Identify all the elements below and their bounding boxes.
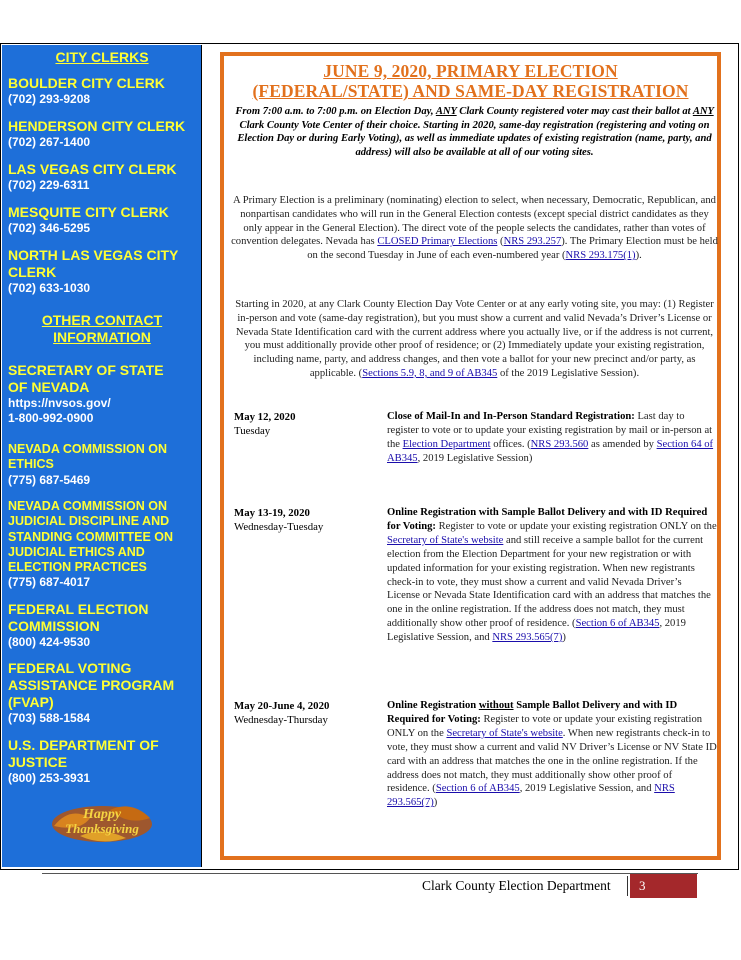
row-heading: Close of Mail-In and In-Person Standard Registration: <box>387 411 635 422</box>
clerk-name: MESQUITE CITY CLERK <box>8 204 169 220</box>
text: Register to vote or update your existing registration ONLY on the <box>435 520 717 532</box>
nrs-293-565-link[interactable]: NRS 293.565(7) <box>387 783 675 809</box>
contact-fvap <box>4 660 200 726</box>
deadline-description-1 <box>387 410 717 466</box>
clerk-phone: (702) 346-5295 <box>8 221 91 235</box>
contact-phone: (800) 253-3931 <box>8 771 91 785</box>
election-department-link[interactable]: Election Department <box>402 438 491 450</box>
clerk-mesquite <box>4 204 200 236</box>
primary-election-panel <box>220 52 721 860</box>
nrs-293-565-link[interactable]: NRS 293.565(7) <box>492 632 563 644</box>
contact-phone: (703) 588-1584 <box>8 711 91 725</box>
row-heading: Online Registration <box>387 700 479 711</box>
clerk-name: HENDERSON CITY CLERK <box>8 118 186 134</box>
title-line2: (FEDERAL/STATE) AND SAME-DAY REGISTRATION <box>252 81 689 101</box>
text: ) <box>433 797 438 809</box>
contact-phone: 1-800-992-0900 <box>8 411 94 425</box>
clerk-phone: (702) 633-1030 <box>8 281 91 295</box>
contact-name: ELECTION PRACTICES <box>8 560 147 575</box>
title-line1: JUNE 9, 2020, PRIMARY ELECTION <box>323 61 618 81</box>
clerk-phone: (702) 293-9208 <box>8 92 91 106</box>
date: May 20-June 4, 2020 <box>234 700 330 712</box>
row-heading: Sample Ballot Delivery and with ID Required for Voting: <box>387 700 678 725</box>
section-6-ab345-link[interactable]: Section 6 of AB345 <box>575 618 660 630</box>
same-day-registration-paragraph <box>230 298 719 381</box>
deadline-date-1 <box>234 410 374 438</box>
text: Last day to register to vote or to update your existing registration by mail or in-person at the <box>387 411 713 450</box>
contact-name: FEDERAL VOTING <box>8 660 132 676</box>
row-heading-emphasis: without <box>478 700 514 711</box>
contact-name: OF NEVADA <box>8 379 90 395</box>
text: ) <box>562 632 566 644</box>
contact-name: NEVADA COMMISSION ON <box>8 442 168 456</box>
contact-ethics <box>4 442 200 488</box>
ab345-sections-link[interactable]: Sections 5.9, 8, and 9 of AB345 <box>362 367 498 379</box>
clerk-phone: (702) 267-1400 <box>8 135 91 149</box>
footer-department: Clark County Election Department <box>422 878 611 893</box>
clerk-phone: (702) 229-6311 <box>8 178 90 192</box>
secretary-of-state-link[interactable]: Secretary of State's website <box>387 534 504 546</box>
contact-phone: (775) 687-4017 <box>8 575 91 590</box>
contact-name: U.S. DEPARTMENT OF <box>8 737 159 753</box>
contact-name: JUDICIAL ETHICS AND <box>8 544 145 559</box>
section-6-ab345-link[interactable]: Section 6 of AB345 <box>435 783 520 795</box>
contact-name: JUDICIAL DISCIPLINE AND <box>8 514 170 529</box>
deadline-date-2 <box>234 506 374 534</box>
contact-name: SECRETARY OF STATE <box>8 362 164 378</box>
text: and still receive a sample ballot for the current election from the Election Department for your new registration or with updated information for your existing registration. When new registrants check-in to vote, they must show a current and valid Nevada Driver’s License or Nevada State Identification card with an address that matches the one in the online registration. If the address does not match, they must additionally show other proof of residence. ( <box>387 534 711 630</box>
intro-paragraph <box>232 105 717 159</box>
contact-name: (FVAP) <box>8 694 54 710</box>
emphasis: ANY <box>435 106 457 117</box>
thanks-line2: Thanksgiving <box>65 821 139 836</box>
text: A Primary Election is a preliminary (nominating) election to select, when necessary, Democratic, Republican, and nonpartisan candidates who will run in the General Election contests (except special district candidates as they only appear in the General Election). The direct vote of the people selects the candidates, rather than votes of convention delegates. Nevada has <box>231 195 716 248</box>
text: , 2019 Legislative Session) <box>417 452 533 464</box>
date: May 13-19, 2020 <box>234 507 310 519</box>
clerk-boulder <box>4 75 200 107</box>
footer-separator <box>627 876 628 896</box>
page-number: 3 <box>630 874 697 898</box>
contact-fec <box>4 601 200 650</box>
secretary-of-state-link[interactable]: Secretary of State's website <box>446 727 563 739</box>
text: ). The Primary Election must be held on the second Tuesday in June of each even-numbered year ( <box>307 236 718 262</box>
deadline-description-3 <box>387 699 717 810</box>
contact-phone: (775) 687-5469 <box>8 472 91 487</box>
contact-name: COMMISSION <box>8 618 100 634</box>
clerk-henderson <box>4 118 200 150</box>
date: May 12, 2020 <box>234 411 296 423</box>
row-heading: Online Registration with Sample Ballot Delivery and with ID Required for Voting: <box>387 507 708 532</box>
other-contact-heading <box>4 312 200 346</box>
nrs-293-257-link[interactable]: NRS 293.257 <box>503 236 562 248</box>
clerk-name: NORTH LAS VEGAS CITY <box>8 247 179 263</box>
closed-primary-link[interactable]: CLOSED Primary Elections <box>377 236 498 248</box>
contact-name: ETHICS <box>8 457 54 472</box>
contact-name: STANDING COMMITTEE ON <box>8 529 174 544</box>
heading-line: OTHER CONTACT <box>41 312 163 328</box>
day: Wednesday-Thursday <box>234 714 328 726</box>
text: Clark County Vote Center of their choice. Starting in 2020, same-day registration (registering and voting on Election Day or during Early Voting), as well as immediate updates of existing registration (name, party, and address) will also be available at all of our voting sites. <box>237 119 712 158</box>
city-clerks-heading: CITY CLERKS <box>55 49 149 65</box>
text: Clark County registered voter may cast their ballot at <box>456 106 693 117</box>
text: of the 2019 Legislative Session). <box>497 367 640 379</box>
text: as amended by <box>588 438 657 450</box>
contact-secretary-of-state <box>4 362 200 426</box>
text: ( <box>497 236 504 248</box>
text: ). <box>635 250 642 262</box>
contact-name: JUSTICE <box>8 754 68 770</box>
day: Wednesday-Tuesday <box>234 521 324 533</box>
text: Starting in 2020, at any Clark County Election Day Vote Center or at any early voting site, you may: (1) Register in-person and vote (same-day registration), but you must show a current and valid Nevada’s Driver’s License or Nevada State Identification card with the current address where you actually live, or if the address is not current, you must additionally provide other proof of residence; or (2) Immediately update your existing registration, including name, party, and address changes, and then vote a ballot for your new precinct and/or party, as applicable. ( <box>235 299 714 379</box>
clerk-name: BOULDER CITY CLERK <box>8 75 165 91</box>
contact-doj <box>4 737 200 786</box>
clerk-name: CLERK <box>8 264 57 280</box>
contact-phone: (800) 424-9530 <box>8 635 91 649</box>
text: . When new registrants check-in to vote, they must show a current and valid NV Driver’s License or NV State ID card with an address that matches the one in the online registration. If the address does not match, they must additionally show other proof of residence. ( <box>387 727 717 795</box>
contact-judicial <box>4 499 200 590</box>
text: From 7:00 a.m. to 7:00 p.m. on Election Day, <box>235 106 436 117</box>
heading-line: INFORMATION <box>53 329 151 345</box>
emphasis: ANY <box>692 106 714 117</box>
text: , 2019 Legislative Session, and <box>519 783 655 795</box>
nrs-293-175-link[interactable]: NRS 293.175(1) <box>565 250 636 262</box>
clerk-north-las-vegas <box>4 247 200 296</box>
thanks-line1: Happy <box>82 807 122 822</box>
contact-name: ASSISTANCE PROGRAM <box>8 677 175 693</box>
text: offices. ( <box>490 438 531 450</box>
day: Tuesday <box>234 425 271 437</box>
contact-name: NEVADA COMMISSION ON <box>8 499 168 513</box>
clerk-las-vegas <box>4 161 200 193</box>
text: Register to vote or update your existing registration ONLY on the <box>387 713 703 739</box>
footer-rule <box>42 873 698 874</box>
deadline-description-2 <box>387 506 717 645</box>
contact-url[interactable]: https://nvsos.gov/ <box>8 396 111 410</box>
section-64-ab345-link[interactable]: Section 64 of AB345 <box>387 438 714 464</box>
clerk-name: LAS VEGAS CITY CLERK <box>8 161 177 177</box>
nrs-293-560-link[interactable]: NRS 293.560 <box>530 438 589 450</box>
deadline-date-3 <box>234 699 374 727</box>
thanksgiving-leaves-icon <box>50 796 154 846</box>
contacts-sidebar <box>2 45 202 867</box>
text: , 2019 Legislative Session, and <box>387 618 686 644</box>
contact-name: FEDERAL ELECTION <box>8 601 149 617</box>
primary-description-paragraph <box>230 194 719 263</box>
